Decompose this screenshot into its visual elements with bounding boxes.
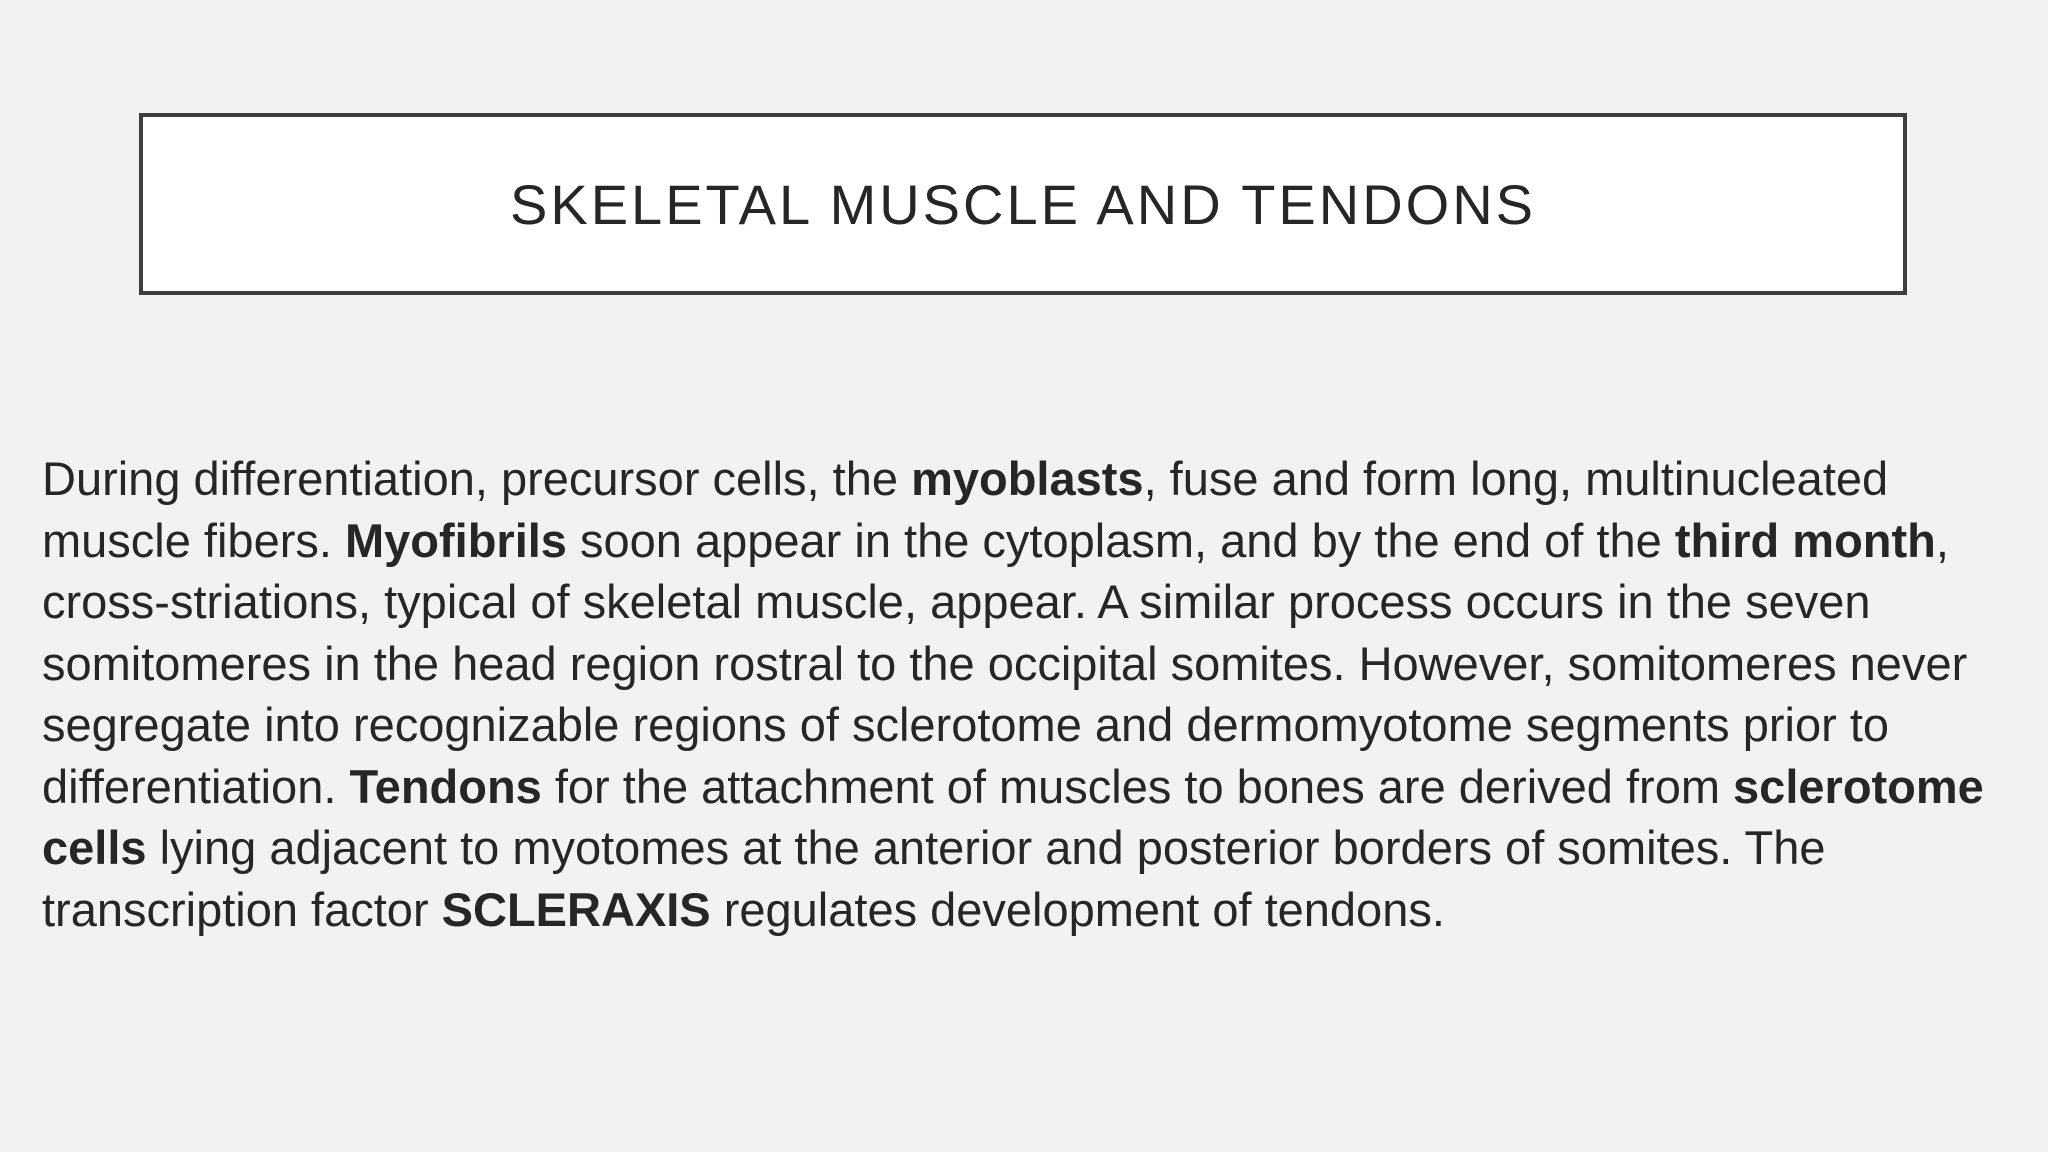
- bold-term-myofibrils: Myofibrils: [344, 513, 567, 567]
- slide-title-box: [139, 113, 1907, 295]
- text-segment: During differentiation, precursor cells, the: [42, 452, 912, 505]
- text-segment: , fuse and form long, multinucleated muscle fibers.: [42, 452, 1889, 567]
- slide-body-paragraph: [42, 448, 2012, 940]
- bold-term-scleraxis: SCLERAXIS: [441, 882, 711, 936]
- bold-term-sclerotome-cells: sclerotome cells: [42, 759, 1984, 874]
- text-segment: soon appear in the cytoplasm, and by the end of the: [566, 513, 1675, 567]
- bold-term-third-month: third month: [1674, 513, 1936, 567]
- bold-term-myoblasts: myoblasts: [911, 452, 1144, 505]
- text-segment: lying adjacent to myotomes at the anterior and posterior borders of somites. The transcription factor: [42, 821, 1826, 936]
- bold-term-tendons: Tendons: [349, 759, 542, 813]
- text-segment: , cross-striations, typical of skeletal muscle, appear. A similar process occurs in the seven somitomeres in the head region rostral to the occipital somites. However, somitomeres never segregate into recognizable regions of sclerotome and dermomyotome segments prior to differentiation.: [42, 513, 1968, 813]
- text-segment: for the attachment of muscles to bones are derived from: [541, 759, 1734, 813]
- slide-title: SKELETAL MUSCLE AND TENDONS: [510, 172, 1536, 236]
- text-segment: regulates development of tendons.: [710, 882, 1445, 936]
